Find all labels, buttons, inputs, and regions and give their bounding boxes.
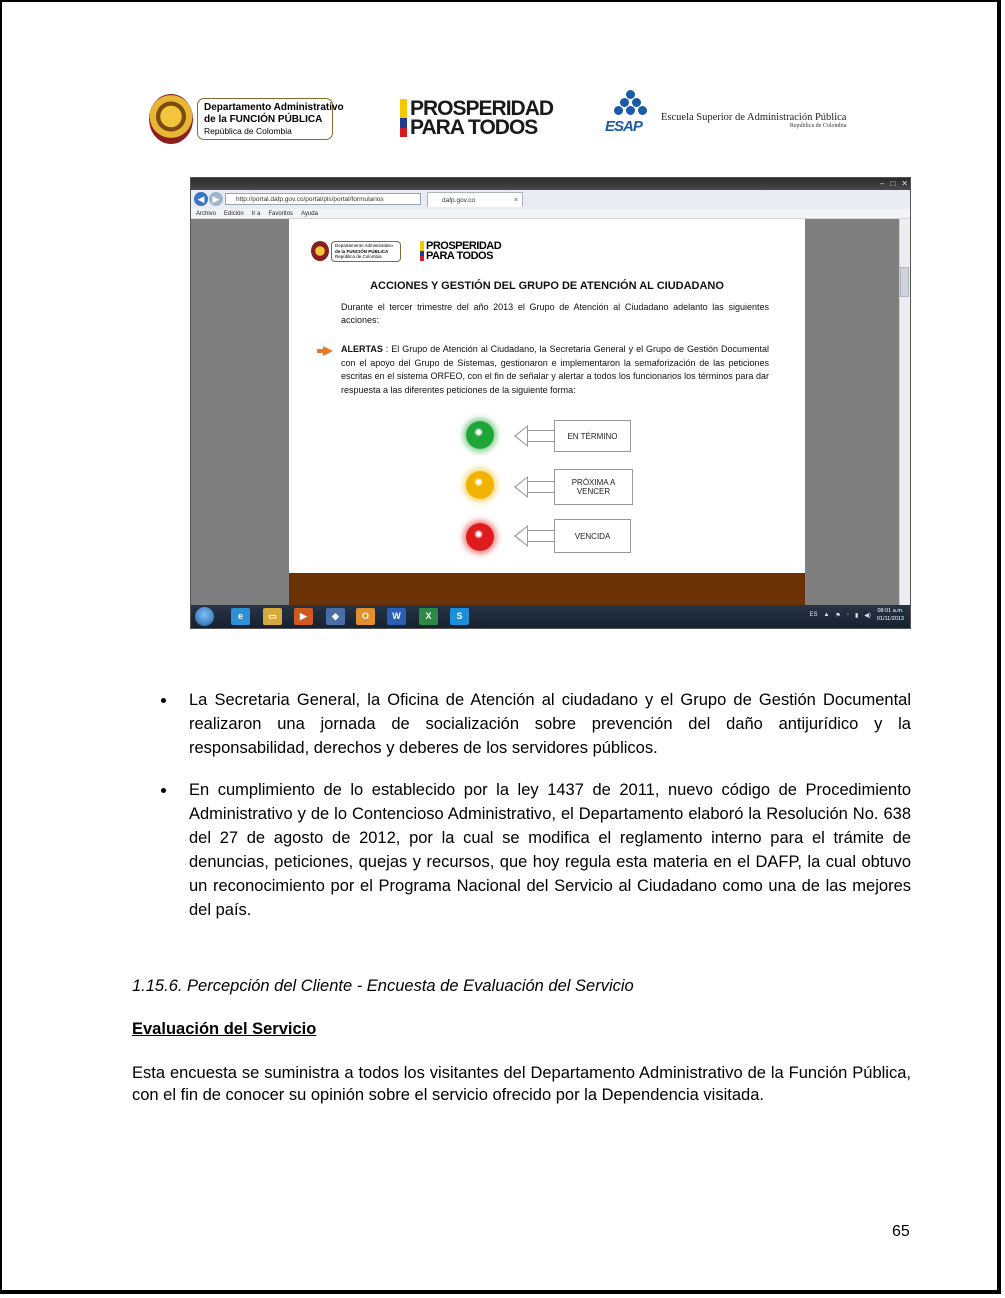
slide-intro: Durante el tercer trimestre del año 2013 el Grupo de Atención al Ciudadano adelanto las siguientes acciones: xyxy=(341,302,769,325)
bullet-text-2: En cumplimiento de lo establecido por la ley 1437 de 2011, nuevo código de Procedimiento Administrativo y de lo Contencioso Administrativo, el Departamento elaboró la Resolución No. 638 del 27 de agosto de 2012, por la cual se modifica el reglamento interno para el trámite de denuncias, peticiones, quejas y recursos, que hoy regula esta materia en el DAFP, la cual obtuvo un reconocimiento por el Programa Nacional del Servicio al Ciudadano como una de las mejores del país. xyxy=(189,781,911,919)
arrow-right-icon xyxy=(323,346,333,356)
embedded-screenshot xyxy=(190,177,911,629)
label-proxima-vencer: PRÓXIMA A VENCER xyxy=(554,469,633,505)
slide xyxy=(289,219,805,573)
page-number: 65 xyxy=(892,1223,910,1240)
tab-close-icon[interactable]: × xyxy=(513,197,518,204)
menu-archivo[interactable]: Archivo xyxy=(196,211,217,217)
folder-icon[interactable]: ▭ xyxy=(263,608,282,625)
slide-alert xyxy=(341,343,769,397)
slide-dafp-logo xyxy=(311,241,401,262)
prosperidad-logo xyxy=(400,99,553,137)
slide-prosperidad-logo xyxy=(420,241,501,261)
slide-logo-line3: República de Colombia xyxy=(335,254,382,259)
forward-icon[interactable]: ▶ xyxy=(209,192,223,206)
slide-footer-band xyxy=(289,573,805,607)
esap-logo xyxy=(605,90,846,135)
dafp-logo-line3: República de Colombia xyxy=(204,125,292,136)
slide-shield-icon xyxy=(311,241,329,261)
slide-pros-line1: PROSPERIDAD xyxy=(426,240,502,252)
bullet-icon xyxy=(161,788,166,793)
pdf-icon[interactable]: ▪ xyxy=(846,612,849,618)
callout-proxima-vencer xyxy=(514,469,633,505)
menu-bar xyxy=(191,209,910,219)
windows-taskbar xyxy=(191,605,910,628)
colombia-flag-icon xyxy=(400,99,407,137)
clock-time: 08:01 a.m. xyxy=(877,608,904,614)
esap-dots-icon xyxy=(605,90,657,135)
taskbar-clock[interactable] xyxy=(877,607,904,623)
bullet-item xyxy=(157,778,911,922)
media-player-icon[interactable]: ▶ xyxy=(294,608,313,625)
prosperidad-line1: PROSPERIDAD xyxy=(410,97,554,120)
excel-icon[interactable]: X xyxy=(419,608,438,625)
scroll-thumb[interactable] xyxy=(900,267,909,297)
browser-tab[interactable] xyxy=(427,192,523,207)
address-row xyxy=(191,190,910,210)
dafp-logo-line2: de la FUNCIÓN PÚBLICA xyxy=(204,113,323,125)
dafp-logo-line1: Departamento Administrativo xyxy=(204,101,344,113)
network-icon[interactable]: ▮ xyxy=(854,612,859,619)
colombia-shield-icon xyxy=(149,94,193,144)
language-indicator[interactable]: ES xyxy=(809,612,818,618)
ie-icon[interactable]: e xyxy=(231,608,250,625)
label-vencida: VENCIDA xyxy=(554,519,631,553)
close-icon[interactable]: ✕ xyxy=(901,179,908,188)
bullet-text-1: La Secretaria General, la Oficina de Atención al ciudadano y el Grupo de Gestión Documental realizaron una jornada de socialización sobre prevención del daño antijurídico y la responsabilidad, derechos y deberes de los servidores públicos. xyxy=(189,691,911,757)
slide-flag-icon xyxy=(420,241,424,261)
word-icon[interactable]: W xyxy=(387,608,406,625)
bullet-icon xyxy=(161,698,166,703)
tray-expand-icon[interactable]: ▲ xyxy=(823,612,830,618)
slide-logo-line2: de la FUNCIÓN PÚBLICA xyxy=(335,248,389,254)
label-en-termino: EN TÉRMINO xyxy=(554,420,631,452)
address-bar[interactable]: http://portal.dafp.gov.co/portal/pls/portal/formularios xyxy=(225,193,421,205)
menu-edicion[interactable]: Edición xyxy=(224,211,244,217)
body-paragraph: Esta encuesta se suministra a todos los visitantes del Departamento Administrativo de la Función Pública, con el fin de conocer su opinión sobre el servicio ofrecido por la Dependencia visitada. xyxy=(132,1064,911,1104)
minimize-icon[interactable]: – xyxy=(880,179,885,188)
red-light-icon xyxy=(466,523,494,551)
menu-favoritos[interactable]: Favoritos xyxy=(268,211,294,217)
menu-ayuda[interactable]: Ayuda xyxy=(301,211,318,217)
system-tray xyxy=(809,607,904,623)
clock-date: 01/11/2013 xyxy=(876,616,904,622)
flag-icon[interactable]: ⚑ xyxy=(835,612,841,619)
alert-text: : El Grupo de Atención al Ciudadano, la Secretaria General y el Grupo de Gestión Documental con el apoyo del Grupo de Sistemas, gestionaron e implementaron la semaforización de las peticiones escritas en el sistema ORFEO, con el fin de señalar y alertar a todos los funcionarios los términos para dar respuesta a las diferentes peticiones de la siguiente forma: xyxy=(341,344,769,395)
browser-content xyxy=(191,219,900,607)
tab-title: dafp.gov.co xyxy=(442,197,476,204)
bullet-item xyxy=(157,688,911,760)
dafp-logo xyxy=(149,94,344,144)
vertical-scrollbar[interactable] xyxy=(899,219,910,607)
yellow-light-icon xyxy=(466,471,494,499)
esap-name: Escuela Superior de Administración Pública xyxy=(661,112,847,123)
maximize-icon[interactable]: □ xyxy=(890,179,896,188)
green-light-icon xyxy=(466,421,494,449)
window-titlebar xyxy=(191,178,910,190)
skype-icon[interactable]: S xyxy=(450,608,469,625)
slide-logo-line1: Departamento Administrativo xyxy=(335,243,393,248)
alert-label: ALERTAS xyxy=(341,344,383,354)
esap-wordmark: ESAP xyxy=(605,118,642,135)
esap-subtitle: República de Colombia xyxy=(789,123,847,129)
start-button-icon[interactable] xyxy=(195,607,214,626)
callout-vencida xyxy=(514,519,631,553)
back-icon[interactable]: ◀ xyxy=(194,192,208,206)
subheading: Evaluación del Servicio xyxy=(132,1020,317,1038)
app-icon[interactable]: ◆ xyxy=(326,608,345,625)
prosperidad-line2: PARA TODOS xyxy=(410,116,538,139)
callout-en-termino xyxy=(514,420,631,452)
volume-icon[interactable]: ◀) xyxy=(864,612,871,619)
menu-ir-a[interactable]: Ir a xyxy=(251,211,261,217)
dafp-logo-box xyxy=(197,98,344,140)
slide-title: ACCIONES Y GESTIÓN DEL GRUPO DE ATENCIÓN AL CIUDADANO xyxy=(370,280,724,292)
bullet-list xyxy=(157,688,911,940)
slide-pros-line2: PARA TODOS xyxy=(426,250,493,262)
outlook-icon[interactable]: O xyxy=(356,608,375,625)
section-heading: 1.15.6. Percepción del Cliente - Encuesta de Evaluación del Servicio xyxy=(132,977,634,995)
